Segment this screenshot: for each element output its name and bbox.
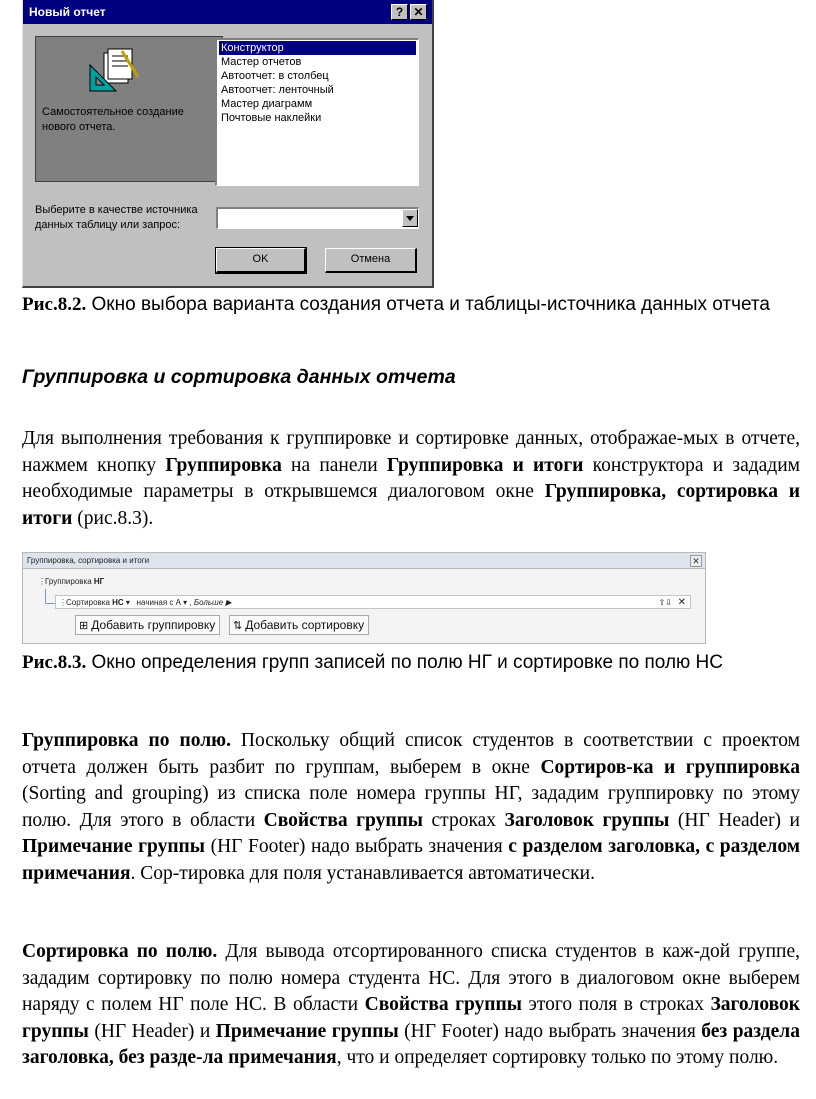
- drag-handle-icon[interactable]: ⋮: [59, 598, 67, 607]
- figure-caption-8-2: [22, 292, 802, 317]
- panel-header: [23, 553, 705, 569]
- more-link[interactable]: Больше ▶: [193, 598, 232, 607]
- close-icon[interactable]: ✕: [690, 555, 702, 567]
- chevron-down-icon[interactable]: ▾: [123, 598, 133, 607]
- list-item[interactable]: Мастер диаграмм: [221, 98, 313, 110]
- caption-text: Окно выбора варианта создания отчета и таблицы-источника данных отчета: [86, 294, 770, 315]
- dialog-titlebar: [23, 0, 432, 24]
- cancel-button[interactable]: Отмена: [325, 248, 417, 273]
- paragraph: Сортировка по полю. Для вывода отсортированного списка студентов в каж-дой группе, зададим сортировку по полю номера студента НС. Для этого в диалоговом окне выберем наряду с полем НГ поле НС. В области Свойства группы этого поля в строках Заголовок группы (НГ Header) и Примечание группы (НГ Footer) надо выбрать значения без раздела заголовка, без разде-ла примечания, что и определяет сортировку только по этому полю.: [22, 941, 800, 1068]
- list-item[interactable]: Автоотчет: ленточный: [221, 84, 334, 96]
- group-row[interactable]: ⋮Группировка НГ: [35, 575, 155, 589]
- list-item[interactable]: Конструктор: [219, 41, 416, 55]
- caption-number: Рис.8.3.: [22, 652, 87, 673]
- dialog-title: Новый отчет: [29, 5, 106, 19]
- add-sorting-button[interactable]: ⇅ Добавить сортировку: [229, 615, 369, 635]
- caption-text: Окно определения групп записей по полю НГ и сортировке по полю НС: [86, 652, 724, 673]
- caption-number: Рис.8.2.: [22, 294, 87, 315]
- drag-handle-icon[interactable]: ⋮: [38, 577, 46, 586]
- sort-row[interactable]: ⋮Сортировка НС ▾ начиная с А ▾ , Больше ▶ ⇧⇩ ✕: [55, 595, 691, 609]
- list-item[interactable]: Автоотчет: в столбец: [221, 70, 329, 82]
- add-group-icon: ⊞: [79, 620, 89, 632]
- sort-icon: ⇅: [233, 620, 243, 632]
- list-item[interactable]: Мастер отчетов: [221, 56, 302, 68]
- paragraph: Для выполнения требования к группировке и сортировке данных, отображае-мых в отчете, нажмем кнопку Группировка на панели Группировка и итоги конструктора и зададим необходимые параметры в открывшемся диалоговом окне Группировка, сортировка и итоги (рис.8.3).: [22, 428, 800, 529]
- sort-order[interactable]: начиная с А: [136, 598, 181, 607]
- chevron-down-icon[interactable]: ▾: [180, 598, 190, 607]
- help-button[interactable]: ?: [391, 4, 408, 20]
- report-design-icon: [84, 47, 146, 97]
- ok-button[interactable]: OK: [216, 248, 306, 273]
- delete-icon[interactable]: ✕: [677, 597, 686, 608]
- close-button[interactable]: ✕: [410, 4, 427, 20]
- description-text: Самостоятельное создание нового отчета.: [42, 106, 184, 133]
- figure-caption-8-3: [22, 650, 802, 675]
- preview-panel: [35, 36, 223, 182]
- add-grouping-button[interactable]: ⊞ Добавить группировку: [75, 615, 220, 635]
- grouping-sorting-panel: [22, 552, 706, 644]
- chevron-down-icon[interactable]: [402, 209, 418, 227]
- list-item[interactable]: Почтовые наклейки: [221, 112, 322, 124]
- new-report-dialog: [22, 0, 434, 288]
- source-label: Выберите в качестве источника данных таблицу или запрос:: [35, 204, 198, 231]
- panel-title: Группировка, сортировка и итоги: [27, 556, 150, 565]
- group-field[interactable]: НГ: [93, 577, 105, 586]
- sort-field[interactable]: НС: [112, 598, 124, 607]
- move-arrows-icon[interactable]: ⇧⇩: [658, 598, 672, 607]
- report-type-list[interactable]: [215, 38, 419, 186]
- paragraph: Группировка по полю. Поскольку общий список студентов в соответствии с проектом отчета должен быть разбит по группам, выберем в окне Сортиров-ка и группировка (Sorting and grouping) из списка поле номера группы НГ, зададим группировку по этому полю. Для этого в области Свойства группы строках Заголовок группы (НГ Header) и Примечание группы (НГ Footer) надо выбрать значения с разделом заголовка, с разделом примечания. Сор-тировка для поля устанавливается автоматически.: [22, 730, 801, 884]
- source-combo[interactable]: [216, 207, 419, 229]
- section-heading: Группировка и сортировка данных отчета: [22, 366, 456, 388]
